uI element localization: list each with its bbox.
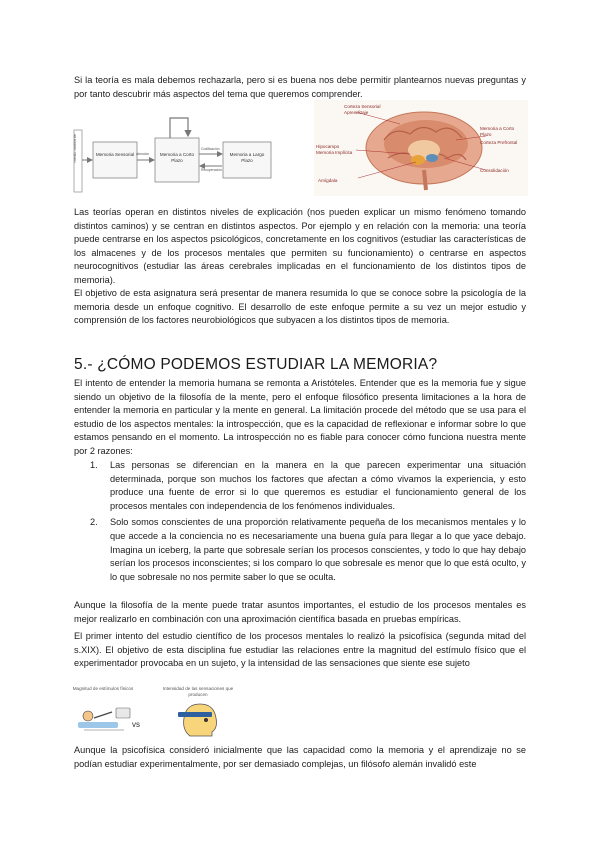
stimulus-caption: Magnitud de estímulos físicos — [72, 686, 134, 691]
list-item-text: Las personas se diferencian en la manera en la que parecen experimentar una situación determinada, porque son muchos los factores que afectan a cómo vivamos la experiencia, y esto produce una fuente de error si lo que queremos es estudiar el funcionamiento general de los procesos mentales con independencia de los fenómenos individuales. — [110, 460, 526, 511]
brain-illustration — [314, 100, 528, 196]
long-term-memory-box: Memoria a Largo Plazo — [229, 152, 265, 163]
stimulus-icon — [76, 700, 136, 736]
psicofisica-paragraph: El primer intento del estudio científico de los procesos mentales lo realizó la psicofísica (segunda mitad del s.XIX). El objetivo de esta disciplina fue estudiar las relaciones entre la magnitud del estímulo físico que el experimentador provocaba en un sujeto, y la intensidad de las sensaciones que siente ese sujeto — [74, 631, 526, 669]
brain-label-implicit-memory: Memoria Implícita — [316, 150, 353, 155]
sensory-memory-box: Memoria Sensorial — [95, 152, 135, 157]
brain-label-consolidation: Consolidación — [480, 168, 509, 173]
brain-label-prefrontal: Corteza Prefrontal — [480, 140, 518, 145]
list-item-number: 1. — [90, 460, 98, 470]
section-heading: 5.- ¿CÓMO PODEMOS ESTUDIAR LA MEMORIA? — [74, 356, 438, 373]
environment-label: medio ambiente — [72, 134, 77, 163]
short-term-memory-box: Memoria a Corto Plazo — [159, 152, 195, 163]
retrieval-label: Recuperación — [201, 168, 222, 172]
list-item — [74, 459, 526, 513]
reasons-list — [74, 459, 526, 587]
sensation-caption: Intensidad de las sensaciones que producen — [162, 686, 234, 697]
psychophysics-figure — [72, 686, 242, 738]
brain-label-short-term: Memoria a Corto Plazo — [480, 126, 515, 137]
list-item-text: Solo somos conscientes de una proporción relativamente pequeña de los mecanismos mentales y lo que accede a la conciencia no es necesariamente una buena guía para llegar a lo que yace debajo. Imagina un iceberg, la parte que sobresale serían los procesos conscientes, y todo lo que hay debajo serían los procesos inconscientes; si los comparo lo que sobresale es menor que lo que está oculto, y lo que sobresale no nos permite saber lo que se oculta. — [110, 517, 526, 582]
head-sensation-icon — [176, 700, 224, 738]
memory-model-diagram — [72, 112, 274, 196]
brain-label-hippocampus: Hipocampo — [316, 144, 340, 149]
versus-label: vs — [132, 720, 140, 729]
objective-paragraph: El objetivo de esta asignatura será presentar de manera resumida lo que se conoce sobre la psicología de la memoria desde un enfoque cognitivo. El desarrollo de este enfoque permite a su vez un mejor estudio y comprensión de los factores neurobiológicos que subyacen a los distintos tipos de memoria. — [74, 288, 526, 326]
theories-paragraph: Las teorías operan en distintos niveles de explicación (nos pueden explicar un mismo fenómeno tomando distintos caminos) y se centran en distintos aspectos. Por ejemplo y en relación con la memoria: una teoría puede centrarse en los aspectos psicológicos, concretamente en los cognitivos (estudiar las características de los almacenes y de los procesos mentales que permiten su funcionamiento) o centrarse en aspectos neurocognitivos (estudiar las áreas cerebrales implicadas en el funcionamiento de los distintos tipos de memoria). — [74, 207, 526, 285]
list-item-number: 2. — [90, 517, 98, 528]
final-paragraph: Aunque la psicofísica consideró inicialmente que las capacidad como la memoria y el aprendizaje no se podían estudiar experimentalmente, por ser demasiado complejas, un filósofo alemán invalidó este — [74, 745, 526, 769]
encoding-label: Codificación — [201, 147, 220, 151]
brain-label-sensory-cortex: Corteza Sensorial — [344, 104, 381, 109]
intro-paragraph: Si la teoría es mala debemos rechazarla, pero si es buena nos debe permitir plantearnos nuevas preguntas y por tanto descubrir más aspectos del tema que queremos comprender. — [74, 75, 526, 99]
brain-label-amygdala: Amígdala — [318, 178, 338, 183]
filosofia-paragraph: Aunque la filosofía de la mente puede tratar asuntos importantes, el estudio de los procesos mentales es mejor realizarlo en combinación con una aproximación científica basada en pruebas empíricas. — [74, 600, 526, 624]
brain-label-learning: Aprendizaje — [344, 110, 369, 115]
aristoteles-paragraph: El intento de entender la memoria humana se remonta a Aristóteles. Entender que es la memoria fue y sigue siendo un objetivo de la filosofía de la mente, pero el enfoque filosófico presenta limitaciones a la hora de entender la memoria en particular y la mente en general. La limitación procede del método que se usa para el estudio de los aspectos mentales: la introspección, que es la capacidad de reflexionar e informar sobre lo que estamos pensando en el momento. La introspección no es fiable para conocer cómo funciona nuestra mente por 2 razones: — [74, 378, 526, 456]
attention-label: Atención — [136, 152, 150, 156]
list-item — [74, 516, 526, 584]
